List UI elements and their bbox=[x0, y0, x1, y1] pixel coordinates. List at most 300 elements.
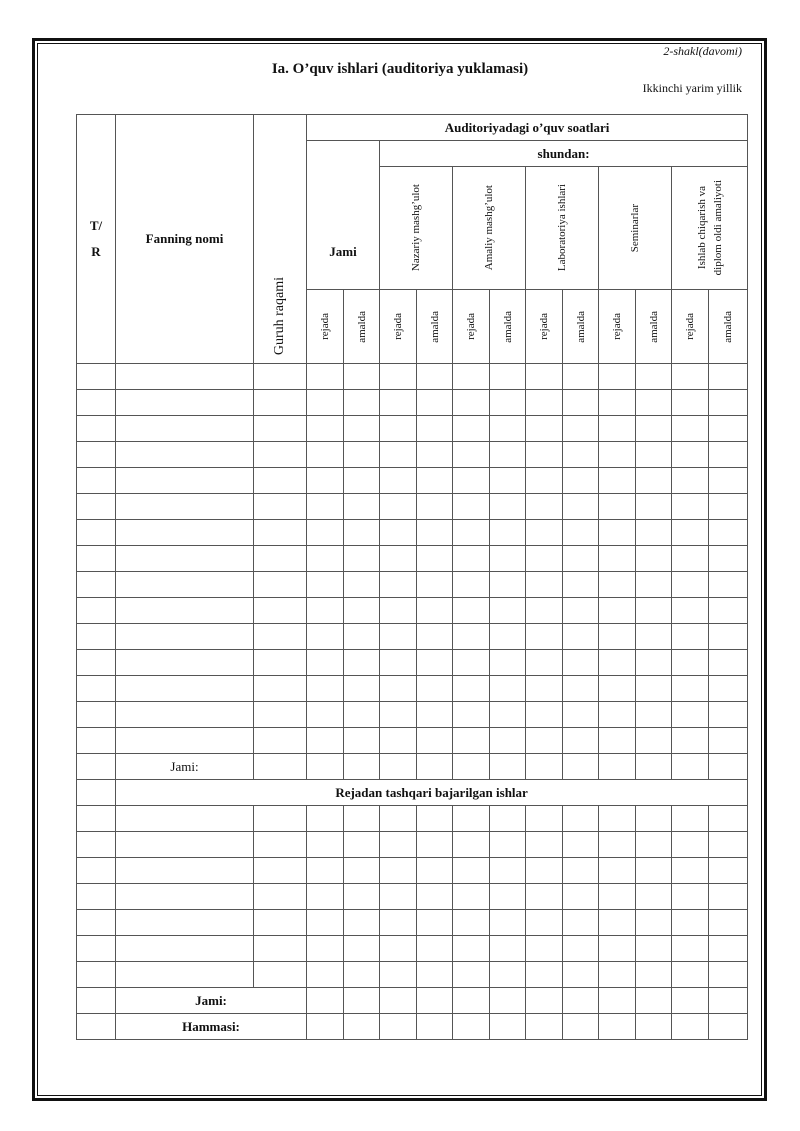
table-cell[interactable] bbox=[453, 858, 490, 884]
table-cell[interactable] bbox=[709, 494, 748, 520]
table-cell[interactable] bbox=[254, 702, 307, 728]
table-cell[interactable] bbox=[344, 442, 380, 468]
table-cell[interactable] bbox=[636, 546, 672, 572]
table-cell[interactable] bbox=[307, 884, 344, 910]
table-cell[interactable] bbox=[116, 546, 254, 572]
table-cell[interactable] bbox=[77, 806, 116, 832]
table-cell[interactable] bbox=[77, 624, 116, 650]
table-cell[interactable] bbox=[453, 832, 490, 858]
table-cell[interactable] bbox=[307, 546, 344, 572]
table-cell[interactable] bbox=[672, 416, 709, 442]
table-cell[interactable] bbox=[453, 546, 490, 572]
table-cell[interactable] bbox=[599, 832, 636, 858]
table-cell[interactable] bbox=[599, 442, 636, 468]
table-cell[interactable] bbox=[709, 936, 748, 962]
table-cell[interactable] bbox=[417, 728, 453, 754]
table-cell[interactable] bbox=[526, 832, 563, 858]
table-cell[interactable] bbox=[599, 572, 636, 598]
table-cell[interactable] bbox=[636, 676, 672, 702]
table-cell[interactable] bbox=[380, 572, 417, 598]
table-cell[interactable] bbox=[709, 442, 748, 468]
table-cell[interactable] bbox=[453, 624, 490, 650]
table-cell[interactable] bbox=[417, 702, 453, 728]
table-cell[interactable] bbox=[254, 936, 307, 962]
table-cell[interactable] bbox=[344, 806, 380, 832]
table-cell[interactable] bbox=[77, 832, 116, 858]
table-cell[interactable] bbox=[344, 858, 380, 884]
table-cell[interactable] bbox=[380, 676, 417, 702]
table-cell[interactable] bbox=[526, 806, 563, 832]
table-cell[interactable] bbox=[709, 910, 748, 936]
table-cell[interactable] bbox=[307, 962, 344, 988]
table-cell[interactable] bbox=[77, 468, 116, 494]
table-cell[interactable] bbox=[453, 468, 490, 494]
table-cell[interactable] bbox=[453, 910, 490, 936]
table-cell[interactable] bbox=[307, 676, 344, 702]
table-cell[interactable] bbox=[77, 416, 116, 442]
table-cell[interactable] bbox=[709, 676, 748, 702]
table-cell[interactable] bbox=[672, 364, 709, 390]
table-cell[interactable] bbox=[526, 858, 563, 884]
table-cell[interactable] bbox=[344, 910, 380, 936]
table-cell[interactable] bbox=[526, 650, 563, 676]
table-cell[interactable] bbox=[254, 520, 307, 546]
table-cell[interactable] bbox=[380, 858, 417, 884]
table-cell[interactable] bbox=[636, 598, 672, 624]
table-cell[interactable] bbox=[672, 624, 709, 650]
table-cell[interactable] bbox=[453, 442, 490, 468]
table-cell[interactable] bbox=[344, 650, 380, 676]
table-cell[interactable] bbox=[490, 468, 526, 494]
table-cell[interactable] bbox=[599, 390, 636, 416]
table-cell[interactable] bbox=[563, 520, 599, 546]
table-cell[interactable] bbox=[599, 364, 636, 390]
table-cell[interactable] bbox=[254, 442, 307, 468]
table-cell[interactable] bbox=[709, 364, 748, 390]
table-cell[interactable] bbox=[417, 520, 453, 546]
table-cell[interactable] bbox=[417, 806, 453, 832]
table-cell[interactable] bbox=[563, 390, 599, 416]
table-cell[interactable] bbox=[254, 650, 307, 676]
table-cell[interactable] bbox=[563, 936, 599, 962]
table-cell[interactable] bbox=[636, 936, 672, 962]
table-cell[interactable] bbox=[563, 598, 599, 624]
table-cell[interactable] bbox=[599, 728, 636, 754]
table-cell[interactable] bbox=[709, 572, 748, 598]
table-cell[interactable] bbox=[636, 494, 672, 520]
table-cell[interactable] bbox=[417, 650, 453, 676]
table-cell[interactable] bbox=[490, 910, 526, 936]
table-cell[interactable] bbox=[116, 520, 254, 546]
table-cell[interactable] bbox=[636, 806, 672, 832]
table-cell[interactable] bbox=[709, 390, 748, 416]
table-cell[interactable] bbox=[672, 390, 709, 416]
table-cell[interactable] bbox=[344, 364, 380, 390]
table-cell[interactable] bbox=[672, 728, 709, 754]
table-cell[interactable] bbox=[77, 910, 116, 936]
table-cell[interactable] bbox=[709, 624, 748, 650]
table-cell[interactable] bbox=[453, 650, 490, 676]
table-cell[interactable] bbox=[490, 624, 526, 650]
table-cell[interactable] bbox=[599, 546, 636, 572]
table-cell[interactable] bbox=[380, 494, 417, 520]
table-cell[interactable] bbox=[344, 572, 380, 598]
table-cell[interactable] bbox=[636, 572, 672, 598]
table-cell[interactable] bbox=[254, 494, 307, 520]
table-cell[interactable] bbox=[116, 468, 254, 494]
table-cell[interactable] bbox=[490, 728, 526, 754]
table-cell[interactable] bbox=[116, 858, 254, 884]
table-cell[interactable] bbox=[116, 962, 254, 988]
table-cell[interactable] bbox=[254, 468, 307, 494]
table-cell[interactable] bbox=[77, 546, 116, 572]
table-cell[interactable] bbox=[116, 910, 254, 936]
table-cell[interactable] bbox=[77, 442, 116, 468]
table-cell[interactable] bbox=[254, 962, 307, 988]
table-cell[interactable] bbox=[307, 624, 344, 650]
table-cell[interactable] bbox=[77, 572, 116, 598]
table-cell[interactable] bbox=[636, 442, 672, 468]
table-cell[interactable] bbox=[563, 728, 599, 754]
table-cell[interactable] bbox=[526, 728, 563, 754]
table-cell[interactable] bbox=[380, 884, 417, 910]
table-cell[interactable] bbox=[307, 936, 344, 962]
table-cell[interactable] bbox=[526, 416, 563, 442]
table-cell[interactable] bbox=[77, 650, 116, 676]
table-cell[interactable] bbox=[490, 572, 526, 598]
table-cell[interactable] bbox=[563, 676, 599, 702]
table-cell[interactable] bbox=[380, 936, 417, 962]
table-cell[interactable] bbox=[709, 832, 748, 858]
table-cell[interactable] bbox=[453, 416, 490, 442]
table-cell[interactable] bbox=[380, 468, 417, 494]
table-cell[interactable] bbox=[599, 650, 636, 676]
table-cell[interactable] bbox=[116, 390, 254, 416]
table-cell[interactable] bbox=[417, 598, 453, 624]
table-cell[interactable] bbox=[672, 442, 709, 468]
table-cell[interactable] bbox=[417, 494, 453, 520]
table-cell[interactable] bbox=[709, 468, 748, 494]
table-cell[interactable] bbox=[344, 676, 380, 702]
table-cell[interactable] bbox=[380, 390, 417, 416]
table-cell[interactable] bbox=[490, 650, 526, 676]
table-cell[interactable] bbox=[116, 832, 254, 858]
table-cell[interactable] bbox=[672, 962, 709, 988]
table-cell[interactable] bbox=[636, 910, 672, 936]
table-cell[interactable] bbox=[453, 728, 490, 754]
table-cell[interactable] bbox=[307, 468, 344, 494]
table-cell[interactable] bbox=[380, 520, 417, 546]
table-cell[interactable] bbox=[254, 598, 307, 624]
table-cell[interactable] bbox=[672, 858, 709, 884]
table-cell[interactable] bbox=[599, 858, 636, 884]
table-cell[interactable] bbox=[344, 494, 380, 520]
table-cell[interactable] bbox=[672, 650, 709, 676]
table-cell[interactable] bbox=[599, 962, 636, 988]
table-cell[interactable] bbox=[77, 390, 116, 416]
table-cell[interactable] bbox=[563, 650, 599, 676]
table-cell[interactable] bbox=[417, 910, 453, 936]
table-cell[interactable] bbox=[77, 364, 116, 390]
table-cell[interactable] bbox=[599, 702, 636, 728]
table-cell[interactable] bbox=[563, 624, 599, 650]
table-cell[interactable] bbox=[77, 520, 116, 546]
table-cell[interactable] bbox=[344, 520, 380, 546]
table-cell[interactable] bbox=[453, 598, 490, 624]
table-cell[interactable] bbox=[526, 572, 563, 598]
table-cell[interactable] bbox=[709, 858, 748, 884]
table-cell[interactable] bbox=[672, 494, 709, 520]
table-cell[interactable] bbox=[380, 546, 417, 572]
table-cell[interactable] bbox=[116, 598, 254, 624]
table-cell[interactable] bbox=[636, 702, 672, 728]
table-cell[interactable] bbox=[116, 572, 254, 598]
table-cell[interactable] bbox=[636, 416, 672, 442]
table-cell[interactable] bbox=[672, 702, 709, 728]
table-cell[interactable] bbox=[380, 832, 417, 858]
table-cell[interactable] bbox=[526, 598, 563, 624]
table-cell[interactable] bbox=[254, 806, 307, 832]
table-cell[interactable] bbox=[77, 962, 116, 988]
table-cell[interactable] bbox=[417, 442, 453, 468]
table-cell[interactable] bbox=[599, 910, 636, 936]
table-cell[interactable] bbox=[307, 442, 344, 468]
table-cell[interactable] bbox=[599, 936, 636, 962]
table-cell[interactable] bbox=[417, 884, 453, 910]
table-cell[interactable] bbox=[344, 624, 380, 650]
table-cell[interactable] bbox=[307, 494, 344, 520]
table-cell[interactable] bbox=[636, 728, 672, 754]
table-cell[interactable] bbox=[380, 962, 417, 988]
table-cell[interactable] bbox=[380, 650, 417, 676]
table-cell[interactable] bbox=[636, 520, 672, 546]
table-cell[interactable] bbox=[344, 962, 380, 988]
table-cell[interactable] bbox=[709, 806, 748, 832]
table-cell[interactable] bbox=[563, 546, 599, 572]
table-cell[interactable] bbox=[116, 806, 254, 832]
table-cell[interactable] bbox=[417, 390, 453, 416]
table-cell[interactable] bbox=[380, 702, 417, 728]
table-cell[interactable] bbox=[344, 884, 380, 910]
table-cell[interactable] bbox=[599, 676, 636, 702]
table-cell[interactable] bbox=[380, 442, 417, 468]
table-cell[interactable] bbox=[77, 494, 116, 520]
table-cell[interactable] bbox=[563, 806, 599, 832]
table-cell[interactable] bbox=[116, 494, 254, 520]
table-cell[interactable] bbox=[453, 702, 490, 728]
table-cell[interactable] bbox=[307, 390, 344, 416]
table-cell[interactable] bbox=[307, 832, 344, 858]
table-cell[interactable] bbox=[526, 676, 563, 702]
table-cell[interactable] bbox=[636, 364, 672, 390]
table-cell[interactable] bbox=[599, 884, 636, 910]
table-cell[interactable] bbox=[77, 702, 116, 728]
table-cell[interactable] bbox=[307, 520, 344, 546]
table-cell[interactable] bbox=[526, 520, 563, 546]
table-cell[interactable] bbox=[116, 416, 254, 442]
table-cell[interactable] bbox=[599, 806, 636, 832]
table-cell[interactable] bbox=[672, 936, 709, 962]
table-cell[interactable] bbox=[254, 910, 307, 936]
table-cell[interactable] bbox=[380, 598, 417, 624]
table-cell[interactable] bbox=[709, 884, 748, 910]
table-cell[interactable] bbox=[526, 468, 563, 494]
table-cell[interactable] bbox=[307, 910, 344, 936]
table-cell[interactable] bbox=[307, 364, 344, 390]
table-cell[interactable] bbox=[490, 598, 526, 624]
table-cell[interactable] bbox=[672, 572, 709, 598]
table-cell[interactable] bbox=[417, 936, 453, 962]
table-cell[interactable] bbox=[636, 858, 672, 884]
table-cell[interactable] bbox=[344, 728, 380, 754]
table-cell[interactable] bbox=[417, 572, 453, 598]
table-cell[interactable] bbox=[563, 962, 599, 988]
table-cell[interactable] bbox=[417, 676, 453, 702]
table-cell[interactable] bbox=[254, 390, 307, 416]
table-cell[interactable] bbox=[254, 416, 307, 442]
table-cell[interactable] bbox=[636, 962, 672, 988]
table-cell[interactable] bbox=[490, 858, 526, 884]
table-cell[interactable] bbox=[116, 728, 254, 754]
table-cell[interactable] bbox=[77, 884, 116, 910]
table-cell[interactable] bbox=[490, 832, 526, 858]
table-cell[interactable] bbox=[526, 884, 563, 910]
table-cell[interactable] bbox=[672, 520, 709, 546]
table-cell[interactable] bbox=[77, 858, 116, 884]
table-cell[interactable] bbox=[417, 416, 453, 442]
table-cell[interactable] bbox=[254, 832, 307, 858]
table-cell[interactable] bbox=[380, 806, 417, 832]
table-cell[interactable] bbox=[380, 624, 417, 650]
table-cell[interactable] bbox=[709, 546, 748, 572]
table-cell[interactable] bbox=[453, 884, 490, 910]
table-cell[interactable] bbox=[672, 598, 709, 624]
table-cell[interactable] bbox=[672, 832, 709, 858]
table-cell[interactable] bbox=[254, 676, 307, 702]
table-cell[interactable] bbox=[526, 442, 563, 468]
table-cell[interactable] bbox=[672, 806, 709, 832]
table-cell[interactable] bbox=[116, 442, 254, 468]
table-cell[interactable] bbox=[77, 936, 116, 962]
table-cell[interactable] bbox=[490, 884, 526, 910]
table-cell[interactable] bbox=[307, 650, 344, 676]
table-cell[interactable] bbox=[490, 494, 526, 520]
table-cell[interactable] bbox=[526, 364, 563, 390]
table-cell[interactable] bbox=[77, 676, 116, 702]
table-cell[interactable] bbox=[417, 468, 453, 494]
table-cell[interactable] bbox=[417, 364, 453, 390]
table-cell[interactable] bbox=[307, 728, 344, 754]
table-cell[interactable] bbox=[526, 546, 563, 572]
table-cell[interactable] bbox=[490, 962, 526, 988]
table-cell[interactable] bbox=[563, 702, 599, 728]
table-cell[interactable] bbox=[490, 520, 526, 546]
table-cell[interactable] bbox=[490, 416, 526, 442]
table-cell[interactable] bbox=[636, 832, 672, 858]
table-cell[interactable] bbox=[307, 572, 344, 598]
table-cell[interactable] bbox=[563, 572, 599, 598]
table-cell[interactable] bbox=[116, 650, 254, 676]
table-cell[interactable] bbox=[453, 806, 490, 832]
table-cell[interactable] bbox=[417, 546, 453, 572]
table-cell[interactable] bbox=[563, 910, 599, 936]
table-cell[interactable] bbox=[672, 468, 709, 494]
table-cell[interactable] bbox=[380, 416, 417, 442]
table-cell[interactable] bbox=[307, 806, 344, 832]
table-cell[interactable] bbox=[380, 364, 417, 390]
table-cell[interactable] bbox=[254, 572, 307, 598]
table-cell[interactable] bbox=[490, 936, 526, 962]
table-cell[interactable] bbox=[254, 884, 307, 910]
table-cell[interactable] bbox=[563, 416, 599, 442]
table-cell[interactable] bbox=[636, 624, 672, 650]
table-cell[interactable] bbox=[709, 962, 748, 988]
table-cell[interactable] bbox=[490, 364, 526, 390]
table-cell[interactable] bbox=[636, 884, 672, 910]
table-cell[interactable] bbox=[417, 624, 453, 650]
table-cell[interactable] bbox=[490, 676, 526, 702]
table-cell[interactable] bbox=[453, 936, 490, 962]
table-cell[interactable] bbox=[453, 494, 490, 520]
table-cell[interactable] bbox=[344, 598, 380, 624]
table-cell[interactable] bbox=[563, 442, 599, 468]
table-cell[interactable] bbox=[344, 416, 380, 442]
table-cell[interactable] bbox=[453, 390, 490, 416]
table-cell[interactable] bbox=[709, 416, 748, 442]
table-cell[interactable] bbox=[709, 650, 748, 676]
table-cell[interactable] bbox=[599, 416, 636, 442]
table-cell[interactable] bbox=[526, 390, 563, 416]
table-cell[interactable] bbox=[526, 494, 563, 520]
table-cell[interactable] bbox=[344, 702, 380, 728]
table-cell[interactable] bbox=[344, 468, 380, 494]
table-cell[interactable] bbox=[380, 728, 417, 754]
table-cell[interactable] bbox=[599, 520, 636, 546]
table-cell[interactable] bbox=[77, 598, 116, 624]
table-cell[interactable] bbox=[490, 806, 526, 832]
table-cell[interactable] bbox=[636, 468, 672, 494]
table-cell[interactable] bbox=[453, 572, 490, 598]
table-cell[interactable] bbox=[563, 468, 599, 494]
table-cell[interactable] bbox=[599, 494, 636, 520]
table-cell[interactable] bbox=[380, 910, 417, 936]
table-cell[interactable] bbox=[526, 624, 563, 650]
table-cell[interactable] bbox=[672, 884, 709, 910]
table-cell[interactable] bbox=[116, 364, 254, 390]
table-cell[interactable] bbox=[453, 520, 490, 546]
table-cell[interactable] bbox=[563, 832, 599, 858]
table-cell[interactable] bbox=[526, 936, 563, 962]
table-cell[interactable] bbox=[344, 546, 380, 572]
table-cell[interactable] bbox=[453, 676, 490, 702]
table-cell[interactable] bbox=[709, 702, 748, 728]
table-cell[interactable] bbox=[636, 650, 672, 676]
table-cell[interactable] bbox=[599, 468, 636, 494]
table-cell[interactable] bbox=[672, 910, 709, 936]
table-cell[interactable] bbox=[254, 546, 307, 572]
table-cell[interactable] bbox=[417, 962, 453, 988]
table-cell[interactable] bbox=[490, 702, 526, 728]
table-cell[interactable] bbox=[417, 832, 453, 858]
table-cell[interactable] bbox=[709, 728, 748, 754]
table-cell[interactable] bbox=[563, 858, 599, 884]
table-cell[interactable] bbox=[490, 390, 526, 416]
table-cell[interactable] bbox=[254, 858, 307, 884]
table-cell[interactable] bbox=[599, 624, 636, 650]
table-cell[interactable] bbox=[116, 702, 254, 728]
table-cell[interactable] bbox=[453, 364, 490, 390]
table-cell[interactable] bbox=[77, 728, 116, 754]
